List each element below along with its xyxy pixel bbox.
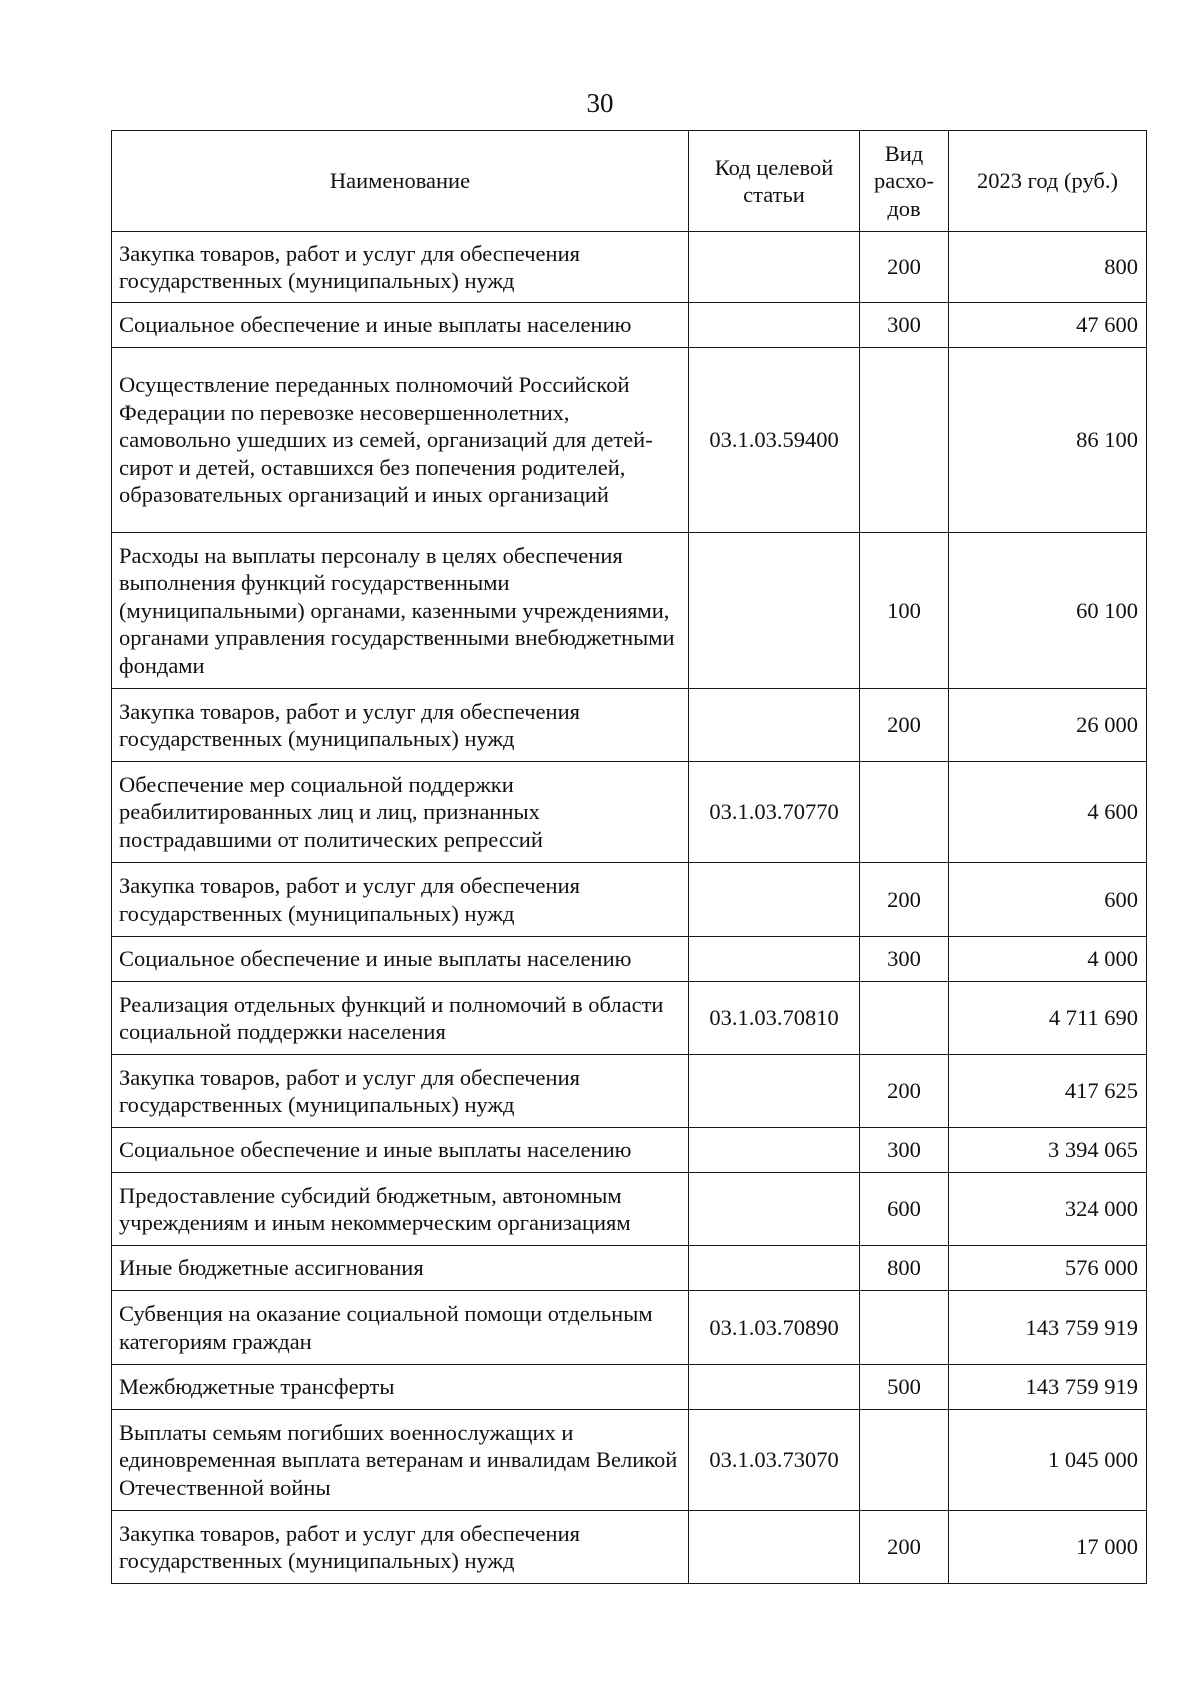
row-amount: 576 000 [949, 1246, 1147, 1291]
row-amount: 47 600 [949, 303, 1147, 348]
table-body [112, 232, 1147, 1584]
row-code: 03.1.03.70770 [689, 762, 860, 863]
row-name: Обеспечение мер социальной поддержки реабилитированных лиц и лиц, признанных пострадавшими от политических репрессий [112, 762, 689, 863]
row-amount: 3 394 065 [949, 1128, 1147, 1173]
row-code: 03.1.03.70890 [689, 1291, 860, 1365]
row-name: Выплаты семьям погибших военнослужащих и единовременная выплата ветеранам и инвалидам Великой Отечественной войны [112, 1410, 689, 1511]
header-row [112, 131, 1147, 232]
table-row [112, 1291, 1147, 1365]
row-code [689, 1128, 860, 1173]
row-code [689, 1246, 860, 1291]
row-kind [860, 348, 949, 533]
row-code [689, 533, 860, 689]
page-number: 30 [586, 88, 614, 118]
row-code: 03.1.03.73070 [689, 1410, 860, 1511]
row-kind [860, 982, 949, 1055]
row-code [689, 1055, 860, 1128]
row-amount: 4 711 690 [949, 982, 1147, 1055]
row-code [689, 1365, 860, 1410]
row-code: 03.1.03.59400 [689, 348, 860, 533]
row-kind: 300 [860, 1128, 949, 1173]
row-kind [860, 762, 949, 863]
header-amount: 2023 год (руб.) [949, 131, 1147, 232]
header-name: Наименование [112, 131, 689, 232]
row-amount: 4 600 [949, 762, 1147, 863]
budget-table [111, 130, 1147, 1584]
row-amount: 17 000 [949, 1511, 1147, 1584]
row-name: Субвенция на оказание социальной помощи отдельным категориям граждан [112, 1291, 689, 1365]
row-kind [860, 1291, 949, 1365]
row-code [689, 937, 860, 982]
row-code [689, 863, 860, 937]
row-name: Закупка товаров, работ и услуг для обеспечения государственных (муниципальных) нужд [112, 1511, 689, 1584]
table-row [112, 232, 1147, 303]
row-name: Социальное обеспечение и иные выплаты населению [112, 1128, 689, 1173]
row-kind: 200 [860, 863, 949, 937]
row-code [689, 303, 860, 348]
row-kind: 600 [860, 1173, 949, 1246]
row-code [689, 1511, 860, 1584]
table-header [112, 131, 1147, 232]
row-name: Закупка товаров, работ и услуг для обеспечения государственных (муниципальных) нужд [112, 689, 689, 762]
header-kind: Вид расхо-дов [860, 131, 949, 232]
row-kind: 200 [860, 1055, 949, 1128]
row-code [689, 1173, 860, 1246]
table-row [112, 533, 1147, 689]
table-row [112, 303, 1147, 348]
row-amount: 600 [949, 863, 1147, 937]
row-kind: 200 [860, 689, 949, 762]
row-name: Закупка товаров, работ и услуг для обеспечения государственных (муниципальных) нужд [112, 863, 689, 937]
table-row [112, 1246, 1147, 1291]
row-amount: 417 625 [949, 1055, 1147, 1128]
table-row [112, 1128, 1147, 1173]
table-row [112, 689, 1147, 762]
row-name: Осуществление переданных полномочий Российской Федерации по перевозке несовершеннолетних, самовольно ушедших из семей, организаций для детей-сирот и детей, оставшихся без попечения родителей, образовательных организаций и иных организаций [112, 348, 689, 533]
table-row [112, 1511, 1147, 1584]
table-row [112, 1055, 1147, 1128]
table-row [112, 982, 1147, 1055]
row-amount: 143 759 919 [949, 1365, 1147, 1410]
row-amount: 1 045 000 [949, 1410, 1147, 1511]
row-kind: 200 [860, 1511, 949, 1584]
row-kind: 200 [860, 232, 949, 303]
row-name: Закупка товаров, работ и услуг для обеспечения государственных (муниципальных) нужд [112, 232, 689, 303]
row-kind [860, 1410, 949, 1511]
row-amount: 26 000 [949, 689, 1147, 762]
header-code: Код целевой статьи [689, 131, 860, 232]
row-name: Реализация отдельных функций и полномочий в области социальной поддержки населения [112, 982, 689, 1055]
row-code [689, 689, 860, 762]
row-name: Расходы на выплаты персоналу в целях обеспечения выполнения функций государственными (муниципальными) органами, казенными учреждениями, органами управления государственными внебюджетными фондами [112, 533, 689, 689]
row-name: Межбюджетные трансферты [112, 1365, 689, 1410]
row-name: Социальное обеспечение и иные выплаты населению [112, 937, 689, 982]
table-row [112, 1173, 1147, 1246]
table-row [112, 1365, 1147, 1410]
table-row [112, 937, 1147, 982]
row-code: 03.1.03.70810 [689, 982, 860, 1055]
row-name: Социальное обеспечение и иные выплаты населению [112, 303, 689, 348]
row-amount: 60 100 [949, 533, 1147, 689]
table-row [112, 762, 1147, 863]
row-amount: 324 000 [949, 1173, 1147, 1246]
row-code [689, 232, 860, 303]
row-kind: 300 [860, 303, 949, 348]
row-name: Иные бюджетные ассигнования [112, 1246, 689, 1291]
row-kind: 800 [860, 1246, 949, 1291]
row-kind: 100 [860, 533, 949, 689]
row-amount: 86 100 [949, 348, 1147, 533]
row-amount: 143 759 919 [949, 1291, 1147, 1365]
row-amount: 4 000 [949, 937, 1147, 982]
row-kind: 500 [860, 1365, 949, 1410]
row-kind: 300 [860, 937, 949, 982]
row-name: Предоставление субсидий бюджетным, автономным учреждениям и иным некоммерческим организациям [112, 1173, 689, 1246]
table-row [112, 348, 1147, 533]
table-row [112, 863, 1147, 937]
row-amount: 800 [949, 232, 1147, 303]
table-row [112, 1410, 1147, 1511]
row-name: Закупка товаров, работ и услуг для обеспечения государственных (муниципальных) нужд [112, 1055, 689, 1128]
